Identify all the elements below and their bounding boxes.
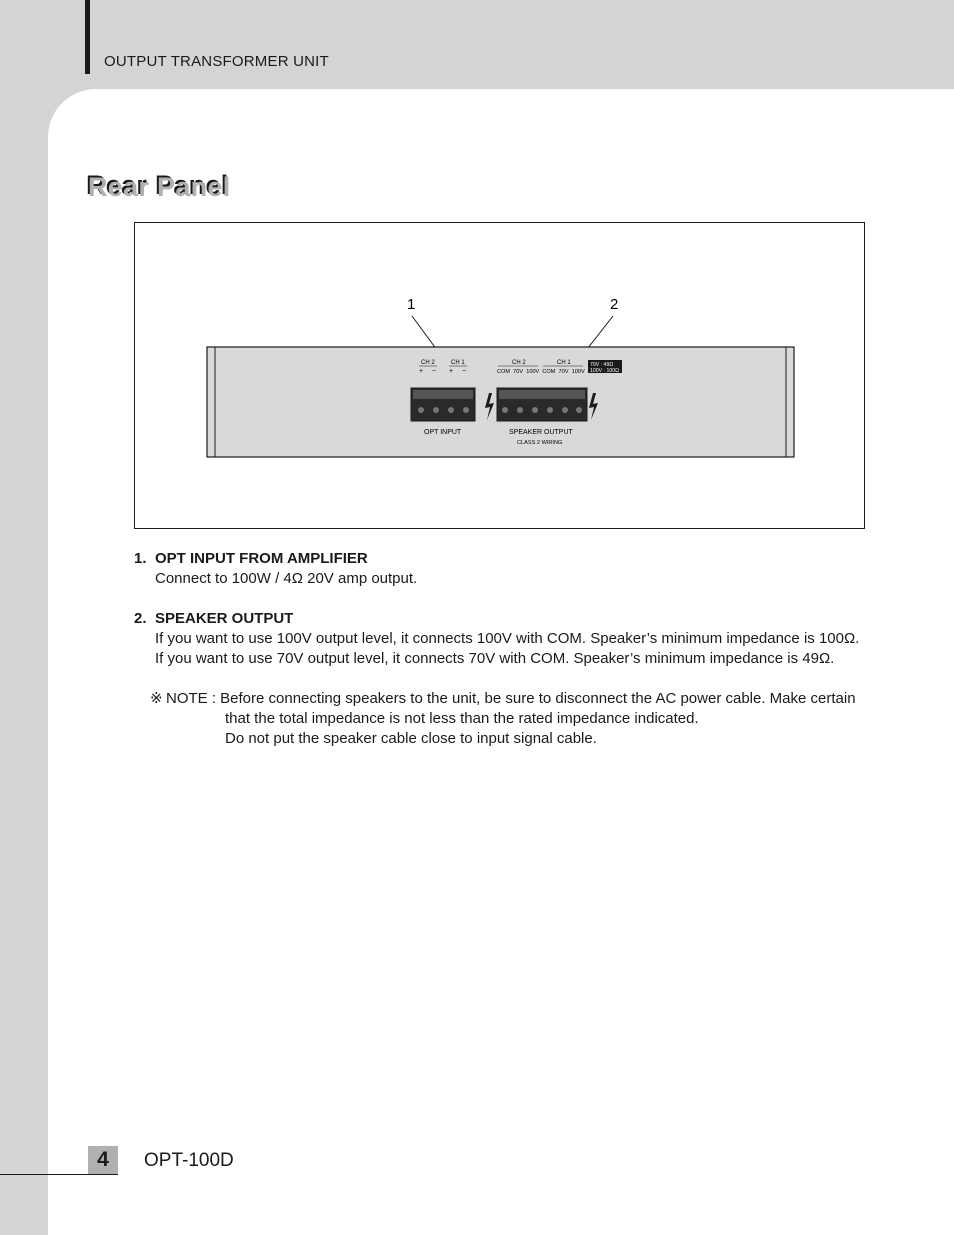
speaker-output-label: SPEAKER OUTPUT (509, 429, 573, 436)
opt-input-ch2-label: CH 2 (421, 360, 435, 366)
speaker-output-sublabel: CLASS 2 WIRING (517, 440, 563, 446)
header-title: OUTPUT TRANSFORMER UNIT (104, 53, 329, 70)
speaker-output-terminals-label: COM 70V 100V COM 70V 100V (497, 369, 585, 375)
note-label: NOTE : (166, 690, 221, 707)
item-text: If you want to use 70V output level, it connects 70V with COM. Speaker’s minimum impedance is 49Ω. (155, 650, 835, 667)
item-number: 1. (134, 550, 147, 567)
speaker-output-ch1-label: CH 1 (557, 360, 571, 366)
speaker-output-terminal-block (497, 388, 587, 421)
note-line: that the total impedance is not less than the rated impedance indicated. (225, 710, 699, 727)
opt-input-ch1-label: CH 1 (451, 360, 465, 366)
page-number: 4 (88, 1146, 118, 1174)
item-heading: SPEAKER OUTPUT (155, 610, 294, 627)
callout-2-label: 2 (610, 296, 619, 313)
list-item (134, 549, 874, 589)
callout-1-label: 1 (407, 296, 416, 313)
item-text: Connect to 100W / 4Ω 20V amp output. (155, 570, 418, 587)
opt-input-terminal-block (411, 388, 475, 421)
rating-line-1: 70V : 49Ω (590, 362, 614, 368)
note-line: Do not put the speaker cable close to input signal cable. (225, 730, 597, 747)
item-heading: OPT INPUT FROM AMPLIFIER (155, 550, 368, 567)
opt-input-ch1-minus: − (462, 368, 467, 375)
speaker-output-ch2-label: CH 2 (512, 360, 526, 366)
opt-input-ch2-minus: − (432, 368, 437, 375)
rating-line-2: 100V : 100Ω (590, 368, 619, 374)
opt-input-ch2-plus: + (419, 368, 424, 375)
note-line: Before connecting speakers to the unit, be sure to disconnect the AC power cable. Make certain (220, 690, 856, 707)
footer-rule (0, 1174, 118, 1175)
rear-panel-figure (134, 222, 865, 529)
opt-input-label: OPT INPUT (424, 429, 462, 436)
description-list (134, 549, 874, 749)
header-accent-bar (85, 0, 90, 74)
note-block (134, 689, 874, 749)
model-name: OPT-100D (144, 1150, 234, 1171)
note-reference-mark-icon: ※ (150, 690, 163, 707)
list-item (134, 609, 874, 669)
item-text: If you want to use 100V output level, it connects 100V with COM. Speaker’s minimum impedance is 100Ω. (155, 630, 860, 647)
item-number: 2. (134, 610, 147, 627)
rear-panel-diagram (135, 223, 864, 528)
section-title: Rear Panel (88, 172, 231, 202)
opt-input-ch1-plus: + (449, 368, 454, 375)
